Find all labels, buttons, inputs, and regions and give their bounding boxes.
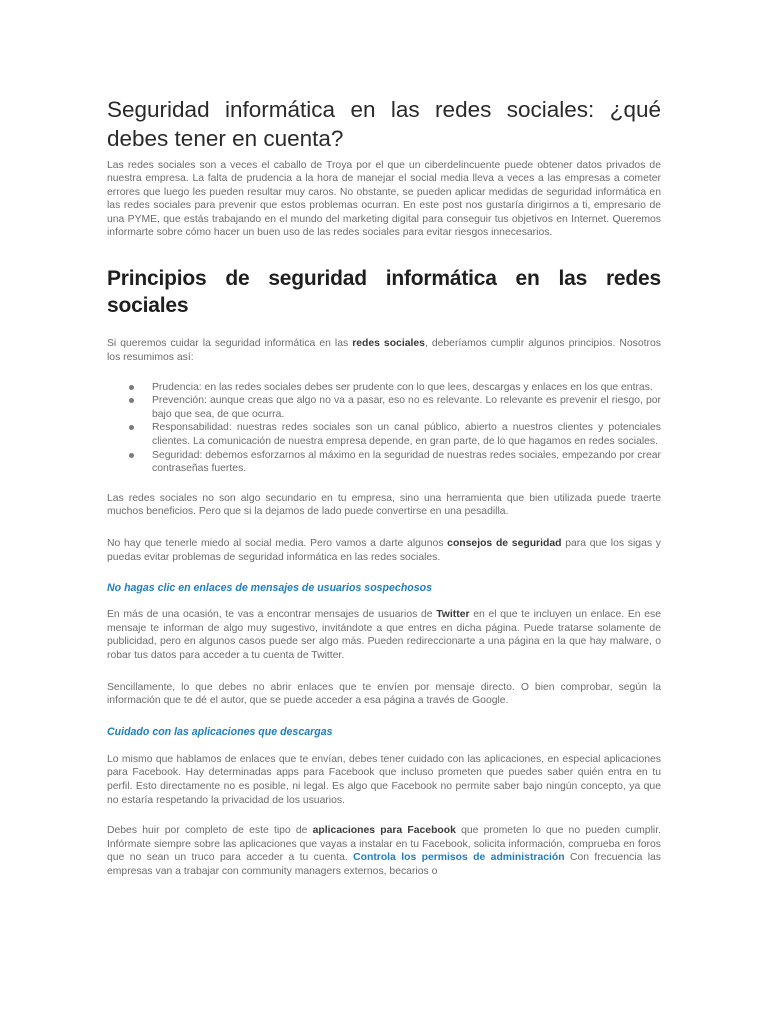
page-title: Seguridad informática en las redes sociales: ¿qué debes tener en cuenta?	[107, 97, 661, 151]
list-item-responsabilidad: Responsabilidad: nuestras redes sociales son un canal público, abierto a nuestros clientes y potenciales clientes. La comunicación de nuestra empresa depende, en gran parte, de lo que hagamos en redes sociales.	[107, 421, 661, 448]
intro-paragraph: Las redes sociales son a veces el caballo de Troya por el que un ciberdelincuente puede obtener datos privados de nuestra empresa. La falta de prudencia a la hora de manejar el social media lleva a veces a las empresas a cometer errores que luego les pueden resultar muy caros. No obstante, se pueden aplicar medidas de seguridad informática en las redes sociales para prevenir que estos problemas ocurran. En este post nos gustaría dirigirnos a ti, empresario de una PYME, que estás trabajando en el mundo del marketing digital para conseguir tus objetivos en Internet. Queremos informarte sobre cómo hacer un buen uso de las redes sociales para evitar riesgos innecesarios.	[107, 160, 661, 239]
bullet-icon	[129, 385, 134, 390]
link-controla-permisos[interactable]: Controla los permisos de administración	[353, 852, 565, 864]
bullet-icon	[129, 453, 134, 458]
bullet-icon	[129, 425, 134, 430]
paragraph-flee: Debes huir por completo de este tipo de aplicaciones para Facebook que prometen lo que no pueden cumplir. Infórmate siempre sobre las aplicaciones que vayas a instalar en tu Facebook, solicita información, comprueba en foros que no sean un truco para acceder a tu cuenta. Controla los permisos de administración Con frecuencia las empresas van a trabajar con community managers externos, becarios o	[107, 825, 661, 877]
subheading-links: No hagas clic en enlaces de mensajes de usuarios sospechosos	[107, 582, 433, 595]
article	[107, 95, 661, 878]
paragraph-apps: Lo mismo que hablamos de enlaces que te envían, debes tener cuidado con las aplicaciones, en especial aplicaciones para Facebook. Hay determinadas apps para Facebook que incluso prometen que puedes saber quién entra en tu perfil. Esto directamente no es posible, ni legal. Es algo que Facebook no permite saber bajo ningún concepto, ya que no estaría respetando la privacidad de los usuarios.	[107, 753, 661, 806]
paragraph-simple: Sencillamente, lo que debes no abrir enlaces que te envíen por mensaje directo. O bien comprobar, según la información que te dé el autor, que se puede acceder a esa página a través de Google.	[107, 681, 661, 707]
paragraph-fear: No hay que tenerle miedo al social media. Pero vamos a darte algunos consejos de seguridad para que los sigas y puedas evitar problemas de seguridad informática en las redes sociales.	[107, 537, 661, 563]
principles-list	[107, 381, 661, 476]
section-heading: Principios de seguridad informática en las redes sociales	[107, 267, 661, 318]
subheading-apps: Cuidado con las aplicaciones que descargas	[107, 725, 333, 738]
list-item-prudencia: Prudencia: en las redes sociales debes ser prudente con lo que lees, descargas y enlaces en los que entras.	[107, 381, 661, 395]
bold-redes-sociales: redes sociales	[352, 338, 425, 350]
bold-consejos: consejos de seguridad	[447, 537, 562, 549]
paragraph-twitter: En más de una ocasión, te vas a encontrar mensajes de usuarios de Twitter en el que te incluyen un enlace. En ese mensaje te informan de algo muy sugestivo, invitándote a que entres en dicha página. Puede tratarse solamente de publicidad, pero en algunos casos puede ser algo más. Pueden redireccionarte a una página en la que hay malware, o robar tus datos para acceder a tu cuenta de Twitter.	[107, 609, 661, 661]
principles-intro: Si queremos cuidar la seguridad informática en las redes sociales, deberíamos cumplir algunos principios. Nosotros los resumimos así:	[107, 338, 661, 364]
bullet-icon	[129, 398, 134, 403]
paragraph-secondary: Las redes sociales no son algo secundario en tu empresa, sino una herramienta que bien utilizada puede traerte muchos beneficios. Pero que si la dejamos de lado puede convertirse en una pesadilla.	[107, 492, 661, 518]
list-item-prevencion: Prevención: aunque creas que algo no va a pasar, eso no es relevante. Lo relevante es prevenir el riesgo, por bajo que sea, de que ocurra.	[107, 394, 661, 421]
list-item-seguridad: Seguridad: debemos esforzarnos al máximo en la seguridad de nuestras redes sociales, empezando por crear contraseñas fuertes.	[107, 449, 661, 476]
bold-twitter: Twitter	[436, 609, 470, 621]
bold-aplicaciones: aplicaciones para Facebook	[312, 825, 456, 837]
